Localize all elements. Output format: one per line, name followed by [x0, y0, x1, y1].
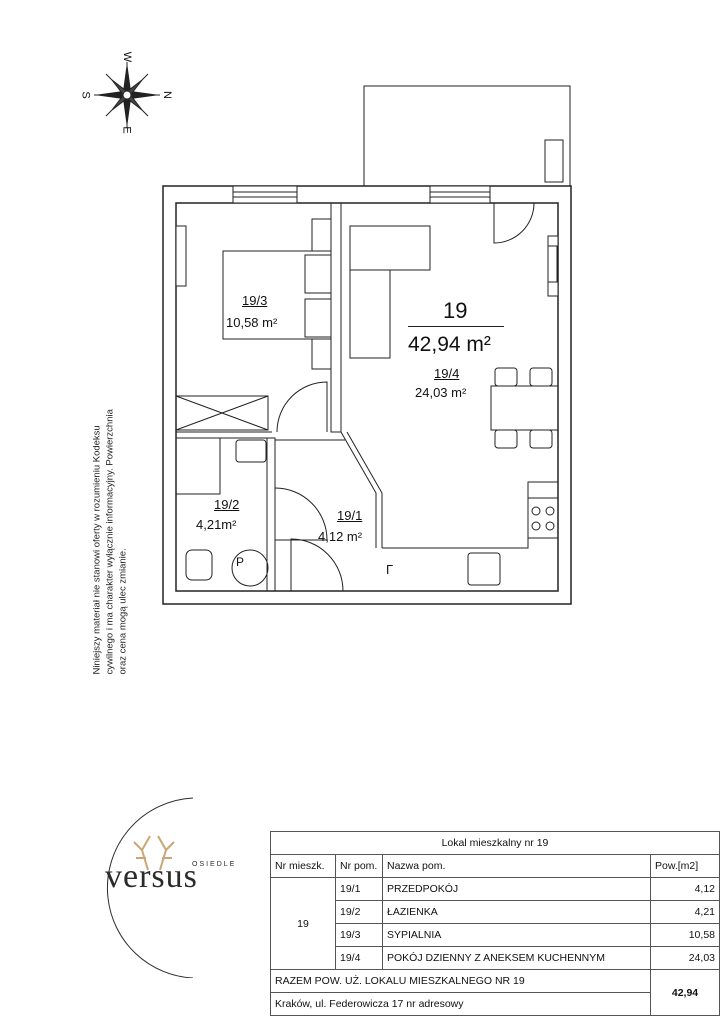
table-apartment-number: 19 — [271, 878, 336, 970]
table-cell-area: 4,21 — [651, 901, 720, 924]
disclaimer-line: oraz cena mogą ulec zmianie. — [117, 548, 129, 675]
unit-number: 19 — [443, 298, 468, 323]
logo-big-text: versus — [105, 858, 198, 895]
table-total-value: 42,94 — [651, 970, 720, 1016]
table-cell-room-name: SYPIALNIA — [383, 924, 651, 947]
compass-rose-icon — [94, 62, 160, 128]
table-header-area: Pow.[m2] — [651, 855, 720, 878]
room-19-3-area: 10,58 m² — [226, 315, 278, 330]
room-19-2-area: 4,21m² — [196, 517, 237, 532]
marker-g: Γ — [386, 562, 394, 577]
room-19-1-area: 4,12 m² — [318, 529, 363, 544]
table-cell-area: 4,12 — [651, 878, 720, 901]
table-row — [271, 924, 720, 947]
room-19-3-number: 19/3 — [242, 293, 268, 308]
table-header-apartment: Nr mieszk. — [271, 855, 336, 878]
logo-small-text: OSIEDLE — [192, 861, 237, 868]
wardrobe — [176, 396, 268, 430]
room-19-1-number: 19/1 — [337, 508, 363, 523]
table-address: Kraków, ul. Federowicza 17 nr adresowy — [271, 993, 651, 1016]
table-cell-room-nr: 19/3 — [336, 924, 383, 947]
table-row — [271, 878, 720, 901]
table-cell-area: 24,03 — [651, 947, 720, 970]
room-19-2-number: 19/2 — [214, 497, 240, 512]
apartment-info-table — [270, 831, 720, 1016]
table-title: Lokal mieszkalny nr 19 — [271, 832, 720, 855]
compass-north-label: N — [160, 91, 173, 99]
toilet — [186, 550, 212, 580]
room-19-4-number: 19/4 — [434, 366, 460, 381]
entrance-door — [291, 539, 343, 591]
kitchen-counter — [382, 482, 558, 585]
table-cell-room-name: PRZEDPOKÓJ — [383, 878, 651, 901]
shower — [176, 438, 220, 494]
balcony — [364, 86, 570, 186]
table-cell-room-name: POKÓJ DZIENNY Z ANEKSEM KUCHENNYM — [383, 947, 651, 970]
table-row — [271, 947, 720, 970]
disclaimer-line: cywilnego i ma charakter wyłącznie informacyjny. Powierzchnia — [104, 409, 116, 675]
marker-p: P — [236, 555, 245, 569]
dining-table — [491, 368, 558, 448]
table-cell-room-name: ŁAZIENKA — [383, 901, 651, 924]
table-cell-room-nr: 19/1 — [336, 878, 383, 901]
table-row — [271, 901, 720, 924]
unit-area: 42,94 m² — [408, 333, 491, 356]
balcony-door — [494, 203, 534, 243]
table-header-room-name: Nazwa pom. — [383, 855, 651, 878]
disclaimer-text — [91, 275, 130, 675]
table-cell-area: 10,58 — [651, 924, 720, 947]
compass-south-label: S — [79, 91, 92, 99]
table-cell-room-nr: 19/4 — [336, 947, 383, 970]
table-header-room-nr: Nr pom. — [336, 855, 383, 878]
bed — [223, 219, 331, 369]
unit-divider — [408, 326, 504, 327]
compass-west-label: W — [121, 51, 134, 63]
sink — [236, 440, 266, 462]
disclaimer-line: Niniejszy materiał nie stanowi oferty w rozumieniu Kodeksu — [91, 425, 103, 675]
bedroom-door — [277, 382, 327, 432]
table-total-label: RAZEM POW. UŻ. LOKALU MIESZKALNEGO NR 19 — [271, 970, 651, 993]
compass-east-label: E — [120, 126, 133, 134]
outer-walls — [163, 186, 571, 604]
room-19-4-area: 24,03 m² — [415, 385, 467, 400]
table-cell-room-nr: 19/2 — [336, 901, 383, 924]
